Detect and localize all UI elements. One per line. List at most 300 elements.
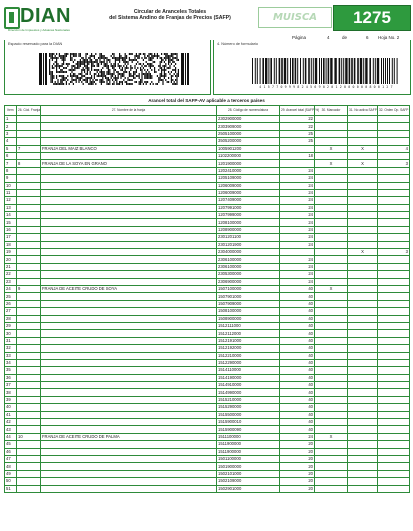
pdf417-module: [172, 59, 173, 61]
pdf417-module: [113, 63, 114, 65]
row-order: [378, 441, 410, 448]
row-item: 49: [5, 470, 17, 477]
pdf417-module: [137, 75, 138, 77]
pdf417-module: [87, 61, 88, 63]
pdf417-module: [99, 53, 100, 55]
barcode-bar: [373, 58, 374, 84]
row-cod: [17, 130, 41, 137]
pdf417-module: [171, 79, 172, 81]
pdf417-module: [139, 53, 140, 55]
pdf417-module: [52, 81, 53, 83]
pdf417-module: [165, 79, 166, 81]
pdf417-module: [148, 73, 149, 75]
tariff-table-wrap: [4, 105, 409, 493]
row-arancel: 24: [280, 433, 315, 440]
row-code: 2306100000: [217, 263, 280, 270]
pdf417-module: [171, 75, 172, 77]
row-cod: [17, 241, 41, 248]
pdf417-module: [49, 59, 50, 61]
pdf417-module: [95, 79, 96, 81]
pdf417-module: [140, 67, 141, 69]
row-name: [41, 382, 217, 389]
pdf417-module: [66, 63, 67, 65]
row-item: 12: [5, 197, 17, 204]
row-code: 1508100000: [217, 308, 280, 315]
pdf417-module: [126, 67, 127, 69]
pdf417-module: [143, 59, 144, 61]
pdf417-module: [139, 73, 140, 75]
table-row: [5, 308, 410, 315]
pdf417-module: [85, 65, 86, 67]
pdf417-module: [157, 55, 158, 57]
pdf417-module: [70, 57, 71, 59]
pdf417-module: [98, 63, 99, 65]
pdf417-module: [119, 73, 120, 75]
pdf417-module: [108, 83, 109, 85]
barcode-bar: [349, 58, 351, 84]
pdf417-module: [81, 63, 82, 65]
row-code: 1205109000: [217, 175, 280, 182]
row-marcador: [315, 271, 348, 278]
pdf417-module: [165, 55, 166, 57]
pdf417-module: [162, 65, 163, 67]
pdf417-module: [151, 65, 152, 67]
row-order: [378, 367, 410, 374]
pdf417-module: [74, 75, 75, 77]
row-name: [41, 322, 217, 329]
pdf417-module: [97, 69, 98, 71]
pdf417-module: [161, 79, 162, 81]
pdf417-module: [116, 83, 117, 85]
barcode-bar: [377, 58, 379, 84]
pdf417-module: [136, 53, 137, 55]
pdf417-module: [120, 77, 121, 79]
pdf417-module: [144, 55, 145, 57]
pdf417-module: [90, 57, 91, 59]
pdf417-module: [62, 81, 63, 83]
row-no-active: [348, 308, 378, 315]
pdf417-module: [120, 73, 121, 75]
pdf417-module: [113, 69, 114, 71]
pdf417-module: [85, 79, 86, 81]
table-row: [5, 382, 410, 389]
row-arancel: 24: [280, 212, 315, 219]
pdf417-module: [172, 53, 173, 55]
pdf417-module: [84, 59, 85, 61]
row-order: [378, 241, 410, 248]
pdf417-module: [91, 83, 92, 85]
pdf417-module: [130, 83, 131, 85]
table-row: [5, 130, 410, 137]
header-code: 28. Código de nomenclatura: [217, 106, 280, 116]
row-arancel: [280, 249, 315, 256]
pdf417-module: [53, 63, 54, 65]
pdf417-module: [150, 83, 151, 85]
pdf417-module: [81, 71, 82, 73]
pdf417-module: [67, 75, 68, 77]
pdf417-module: [175, 71, 176, 73]
pdf417-module: [73, 61, 74, 63]
row-no-active: [348, 455, 378, 462]
pdf417-module: [52, 75, 53, 77]
pdf417-module: [104, 65, 105, 67]
row-name: [41, 204, 217, 211]
pdf417-module: [118, 65, 119, 67]
pdf417-module: [120, 55, 121, 57]
row-cod: [17, 470, 41, 477]
pdf417-module: [167, 55, 168, 57]
row-item: 19: [5, 249, 17, 256]
table-row: [5, 234, 410, 241]
pdf417-module: [158, 69, 159, 71]
row-name: [41, 234, 217, 241]
pdf417-module: [71, 67, 72, 69]
row-code: 1507909000: [217, 300, 280, 307]
barcode-bar: [292, 58, 294, 84]
pdf417-module: [80, 79, 81, 81]
pdf417-module: [102, 79, 103, 81]
barcode-bar: [385, 58, 386, 84]
pdf417-module: [50, 81, 51, 83]
row-marcador: X: [315, 145, 348, 152]
pdf417-module: [78, 53, 79, 55]
table-row: [5, 271, 410, 278]
row-code: 2305300000: [217, 271, 280, 278]
pdf417-module: [83, 83, 84, 85]
pdf417-module: [60, 55, 61, 57]
row-order: [378, 330, 410, 337]
pdf417-module: [71, 81, 72, 83]
pdf417-module: [49, 65, 50, 67]
row-marcador: [315, 470, 348, 477]
pdf417-module: [168, 61, 169, 63]
pdf417-module: [108, 59, 109, 61]
barcode-bar: [360, 58, 362, 84]
barcode-bar: [265, 58, 267, 84]
pdf417-module: [90, 79, 91, 81]
row-arancel: 40: [280, 374, 315, 381]
pdf417-module: [97, 61, 98, 63]
pdf417-module: [55, 57, 56, 59]
pdf417-module: [62, 69, 63, 71]
row-code: 1514990000: [217, 389, 280, 396]
row-cod: [17, 455, 41, 462]
row-no-active: [348, 219, 378, 226]
row-marcador: [315, 219, 348, 226]
pdf417-module: [109, 83, 110, 85]
pdf417-module: [101, 81, 102, 83]
row-item: 33: [5, 352, 17, 359]
pdf417-module: [70, 59, 71, 61]
pdf417-module: [175, 67, 176, 69]
row-order: [378, 219, 410, 226]
pdf417-module: [99, 71, 100, 73]
pdf417-module: [87, 71, 88, 73]
row-marcador: [315, 189, 348, 196]
pdf417-module: [91, 67, 92, 69]
pdf417-module: [165, 59, 166, 61]
pdf417-module: [57, 57, 58, 59]
pdf417-module: [84, 71, 85, 73]
row-no-active: [348, 396, 378, 403]
table-row: [5, 249, 410, 256]
pdf417-module: [146, 75, 147, 77]
pdf417-module: [59, 71, 60, 73]
pdf417-module: [76, 79, 77, 81]
pdf417-module: [94, 61, 95, 63]
barcode-bar: [311, 58, 312, 84]
pdf417-module: [141, 57, 142, 59]
row-arancel: 24: [280, 241, 315, 248]
row-name: [41, 367, 217, 374]
pdf417-module: [56, 53, 57, 55]
pdf417-module: [78, 73, 79, 75]
row-name: [41, 138, 217, 145]
logo-text: DIAN: [20, 5, 71, 27]
row-order: [378, 308, 410, 315]
pdf417-module: [140, 63, 141, 65]
row-name: [41, 426, 217, 433]
pdf417-module: [172, 55, 173, 57]
pdf417-module: [81, 57, 82, 59]
pdf417-module: [84, 79, 85, 81]
row-no-active: [348, 352, 378, 359]
pdf417-module: [161, 73, 162, 75]
pdf417-module: [63, 59, 64, 61]
pdf417-module: [85, 57, 86, 59]
pdf417-module: [88, 77, 89, 79]
row-name: [41, 219, 217, 226]
row-name: [41, 396, 217, 403]
pdf417-module: [141, 75, 142, 77]
row-marcador: [315, 411, 348, 418]
pdf417-module: [140, 69, 141, 71]
pdf417-module: [64, 77, 65, 79]
pdf417-module: [64, 67, 65, 69]
row-arancel: 24: [280, 204, 315, 211]
row-item: 18: [5, 241, 17, 248]
pdf417-module: [84, 69, 85, 71]
pdf417-module: [115, 59, 116, 61]
row-code: 1502109000: [217, 478, 280, 485]
table-row: [5, 278, 410, 285]
pdf417-module: [125, 59, 126, 61]
pdf417-module: [144, 53, 145, 55]
row-arancel: 20: [280, 455, 315, 462]
table-row: [5, 145, 410, 152]
pdf417-module: [164, 71, 165, 73]
pdf417-module: [105, 75, 106, 77]
pdf417-module: [137, 57, 138, 59]
pdf417-module: [62, 75, 63, 77]
pdf417-module: [53, 77, 54, 79]
pdf417-module: [78, 63, 79, 65]
row-arancel: 20: [280, 478, 315, 485]
row-order: [378, 470, 410, 477]
pdf417-module: [80, 77, 81, 79]
row-marcador: X: [315, 285, 348, 292]
pdf417-module: [101, 71, 102, 73]
barcode-bar: [279, 58, 281, 84]
pdf417-module: [123, 59, 124, 61]
pdf417-module: [53, 53, 54, 55]
pdf417-module: [83, 75, 84, 77]
row-name: [41, 330, 217, 337]
pdf417-module: [134, 57, 135, 59]
pdf417-module: [172, 83, 173, 85]
pdf417-module: [127, 61, 128, 63]
row-order: [378, 352, 410, 359]
row-code: 2301201100: [217, 234, 280, 241]
pdf417-module: [113, 55, 114, 57]
pdf417-module: [178, 59, 179, 61]
pdf417-module: [99, 81, 100, 83]
pdf417-module: [120, 57, 121, 59]
pdf417-module: [144, 73, 145, 75]
row-order: [378, 204, 410, 211]
row-marcador: [315, 448, 348, 455]
pdf417-module: [144, 75, 145, 77]
table-header-row: [5, 106, 410, 116]
row-arancel: [280, 160, 315, 167]
row-item: 25: [5, 293, 17, 300]
pdf417-module: [55, 83, 56, 85]
pdf417-module: [160, 61, 161, 63]
pdf417-module: [62, 77, 63, 79]
row-arancel: [280, 145, 315, 152]
row-marcador: [315, 389, 348, 396]
row-code: 1512112000: [217, 330, 280, 337]
pdf417-module: [113, 53, 114, 55]
pdf417-module: [62, 55, 63, 57]
pdf417-module: [116, 59, 117, 61]
pdf417-module: [70, 53, 71, 55]
row-order: [378, 411, 410, 418]
pdf417-module: [56, 67, 57, 69]
row-order: 3: [378, 160, 410, 167]
pdf417-module: [99, 79, 100, 81]
row-no-active: [348, 389, 378, 396]
row-code: 1208100000: [217, 219, 280, 226]
pdf417-module: [62, 71, 63, 73]
pdf417-module: [155, 71, 156, 73]
row-code: 1512290000: [217, 359, 280, 366]
row-code: 1501900000: [217, 463, 280, 470]
row-marcador: [315, 330, 348, 337]
pdf417-module: [106, 71, 107, 73]
pdf417-module: [71, 57, 72, 59]
pdf417-module: [49, 71, 50, 73]
table-row: [5, 182, 410, 189]
table-row: [5, 374, 410, 381]
pdf417-module: [106, 73, 107, 75]
table-row: [5, 411, 410, 418]
pdf417-module: [147, 81, 148, 83]
pdf417-module: [153, 57, 154, 59]
barcode-bar: [392, 58, 393, 84]
pdf417-module: [174, 73, 175, 75]
row-cod: [17, 448, 41, 455]
pdf417-module: [147, 77, 148, 79]
pdf417-module: [98, 73, 99, 75]
table-row: [5, 345, 410, 352]
row-cod: [17, 204, 41, 211]
pdf417-module: [113, 67, 114, 69]
pdf417-module: [162, 79, 163, 81]
pdf417-module: [84, 75, 85, 77]
pdf417-module: [147, 73, 148, 75]
row-cod: [17, 315, 41, 322]
row-marcador: [315, 234, 348, 241]
row-no-active: [348, 116, 378, 123]
pdf417-module: [176, 75, 177, 77]
pdf417-module: [52, 59, 53, 61]
pdf417-module: [49, 67, 50, 69]
pdf417-module: [60, 57, 61, 59]
pdf417-module: [85, 59, 86, 61]
row-item: 27: [5, 308, 17, 315]
row-no-active: X: [348, 145, 378, 152]
barcode-bar: [257, 58, 258, 84]
pdf417-module: [95, 53, 96, 55]
pdf417-module: [175, 53, 176, 55]
pdf417-module: [74, 79, 75, 81]
pdf417-module: [144, 77, 145, 79]
row-cod: [17, 300, 41, 307]
row-order: [378, 138, 410, 145]
pdf417-module: [165, 53, 166, 55]
barcode-digits: 4 1 5 7 7 0 9 9 9 8 2 4 5 6 9 0 2 0 1 2 0 0 0 0 0 0 8 0 0 1 2 7: [259, 85, 393, 89]
pdf417-module: [113, 57, 114, 59]
pdf417-module: [150, 77, 151, 79]
pdf417-module: [136, 71, 137, 73]
pdf417-module: [146, 83, 147, 85]
barcode-bar: [394, 58, 395, 84]
row-arancel: 40: [280, 359, 315, 366]
pdf417-module: [176, 73, 177, 75]
pdf417-module: [150, 59, 151, 61]
row-no-active: [348, 426, 378, 433]
row-name: [41, 182, 217, 189]
pdf417-module: [118, 75, 119, 77]
row-item: 21: [5, 263, 17, 270]
pdf417-module: [111, 63, 112, 65]
row-order: [378, 234, 410, 241]
pdf417-module: [91, 55, 92, 57]
row-no-active: [348, 315, 378, 322]
barcode-bar: [345, 58, 347, 84]
pdf417-module: [132, 59, 133, 61]
row-no-active: [348, 189, 378, 196]
pdf417-module: [136, 75, 137, 77]
pdf417-module: [70, 81, 71, 83]
pdf417-module: [154, 67, 155, 69]
row-marcador: [315, 167, 348, 174]
table-row: [5, 263, 410, 270]
pdf417-module: [73, 75, 74, 77]
pdf417-module: [102, 55, 103, 57]
row-code: 1508900000: [217, 315, 280, 322]
row-no-active: [348, 197, 378, 204]
pdf417-module: [150, 53, 151, 55]
row-item: 30: [5, 330, 17, 337]
row-marcador: [315, 404, 348, 411]
row-code: 1207409000: [217, 197, 280, 204]
pdf417-module: [80, 63, 81, 65]
pdf417-module: [164, 65, 165, 67]
pdf417-module: [164, 77, 165, 79]
row-arancel: 22: [280, 123, 315, 130]
